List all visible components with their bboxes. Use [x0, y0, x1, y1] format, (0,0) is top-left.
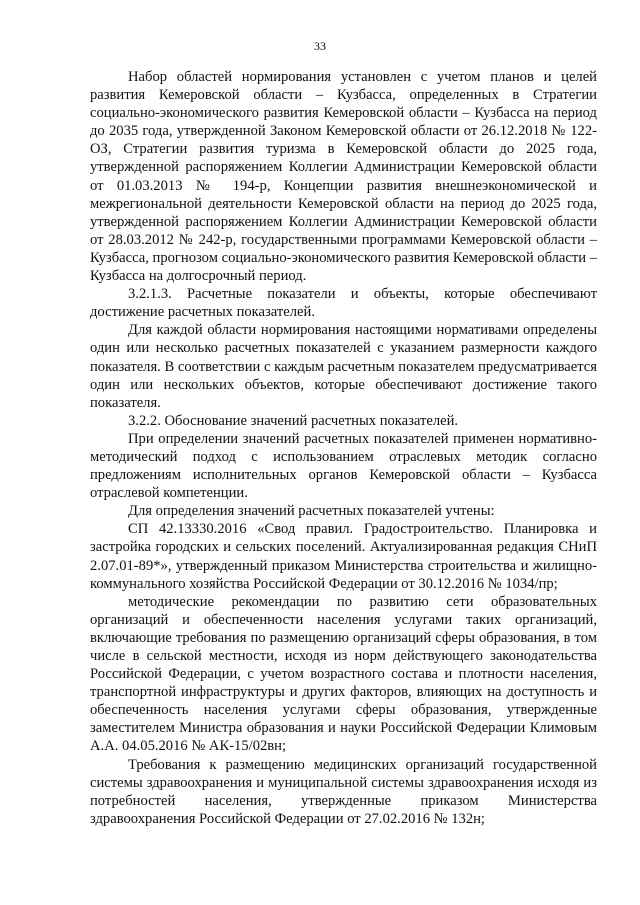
paragraph-sp-42: СП 42.13330.2016 «Свод правил. Градостроительство. Планировка и застройка городских и сельских поселений. Актуализированная редакция СНиП 2.07.01-89*», утвержденный приказом Министерства строительства и жилищно-коммунального хозяйства Российской Федерации от 30.12.2016 № 1034/пр; — [90, 521, 597, 592]
paragraph-section-3-2-2: 3.2.2. Обоснование значений расчетных показателей. — [128, 412, 459, 429]
page-number: 33 — [314, 39, 326, 53]
paragraph-indicators: Для каждой области нормирования настоящими нормативами определены один или несколько расчетных показателей с указанием размерности каждого показателя. В соответствии с каждым расчетным показателем предусматривается один или нескольких объектов, которые обеспечивают достижение такого показателя. — [90, 322, 597, 411]
paragraph-considered: Для определения значений расчетных показателей учтены: — [128, 503, 495, 520]
paragraph-method: При определении значений расчетных показателей применен нормативно-методический подход с использованием отраслевых методик согласно предложениям исполнительных органов Кемеровской области – Кузбасса отраслевой компетенции. — [90, 430, 597, 502]
paragraph-regulation-areas: Набор областей нормирования установлен с учетом планов и целей развития Кемеровской области – Кузбасса, определенных в Стратегии социально-экономического развития Кемеровской области – Кузбасса на период до 2035 года, утвержденной Законом Кемеровской области от 26.12.2018 № 122-ОЗ, Стратегии развития туризма в Кемеровской области до 2025 года, утвержденной распоряжением Коллегии Администрации Кемеровской области от 01.03.2013 № 194-р, Концепции развития внешнеэкономической и межрегиональной деятельности Кемеровской области на период до 2025 года, утвержденной распоряжением Коллегии Администрации Кемеровской области от 28.03.2012 № 242-р, государственными программами Кемеровской области – Кузбасса, прогнозом социально-экономического развития Кемеровской области – Кузбасса на долгосрочный период. — [90, 69, 598, 285]
paragraph-education-recommendations: методические рекомендации по развитию сети образовательных организаций и обеспеченности населения услугами таких организаций, включающие требования по размещению организаций сферы образования, в том числе в сельской местности, исходя из норм действующего законодательства Российской Федерации, с учетом возрастного состава и плотности населения, транспортной инфраструктуры и других факторов, влияющих на доступность и обеспеченность населения услугами сферы образования, утвержденные заместителем Министра образования и науки Российской Федерации Климовым А.А. 04.05.2016 № АК-15/02вн; — [90, 593, 597, 755]
document-body — [90, 68, 597, 828]
paragraph-medical-requirements: Требования к размещению медицинских организаций государственной системы здравоохранения и муниципальной системы здравоохранения исходя из потребностей населения, утвержденные приказом Министерства здравоохранения Российской Федерации от 27.02.2016 № 132н; — [90, 756, 597, 827]
paragraph-section-3-2-1-3: 3.2.1.3. Расчетные показатели и объекты, которые обеспечивают достижение расчетных показателей. — [90, 286, 597, 321]
